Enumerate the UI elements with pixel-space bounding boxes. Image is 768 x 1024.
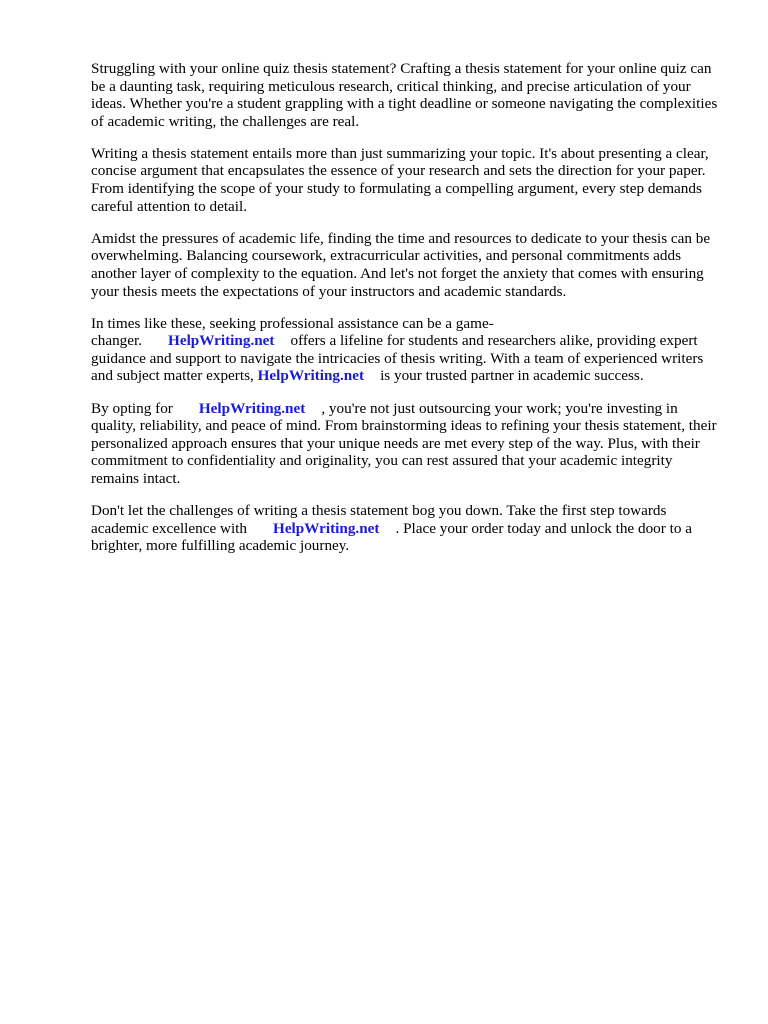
paragraph-assistance-text-c: is your trusted partner in academic success. [380, 367, 644, 385]
paragraph-pressures-text: Amidst the pressures of academic life, finding the time and resources to dedicate to your thesis can be overwhelming. Balancing coursework, extracurricular activities, and personal commitments adds another layer of complexity to the equation. And let's not forget the anxiety that comes with ensuring your thesis meets the expectations of your instructors and academic standards. [91, 229, 711, 300]
helpwriting-link-3[interactable]: HelpWriting.net [198, 399, 306, 417]
paragraph-assistance-text-a: In times like these, seeking professional assistance can be a game-changer. [91, 314, 494, 350]
paragraph-opting [91, 400, 723, 488]
paragraph-assistance [91, 315, 723, 385]
paragraph-intro-text: Struggling with your online quiz thesis statement? Crafting a thesis statement for your online quiz can be a daunting task, requiring meticulous research, critical thinking, and precise articulation of your ideas. Whether you're a student grappling with a tight deadline or someone navigating the complexities of academic writing, the challenges are real. [91, 60, 718, 130]
document-body [91, 60, 723, 569]
paragraph-call-to-action-text-a: Don't let the challenges of writing a thesis statement bog you down. Take the first step towards academic excellence with [91, 501, 667, 537]
paragraph-thesis-definition-text: Writing a thesis statement entails more than just summarizing your topic. It's about presenting a clear, concise argument that encapsulates the essence of your research and sets the direction for your paper. From identifying the scope of your study to formulating a compelling argument, every step demands careful attention to detail. [91, 144, 709, 215]
paragraph-thesis-definition [91, 145, 723, 215]
helpwriting-link-1[interactable]: HelpWriting.net [168, 332, 275, 350]
helpwriting-link-2[interactable]: HelpWriting.net [257, 367, 365, 385]
paragraph-opting-text-b: , you're not just outsourcing your work; you're investing in quality, reliability, and peace of mind. From brainstorming ideas to refining your thesis statement, their personalized approach ensures that your unique needs are met every step of the way. Plus, with their commitment to confidentiality and originality, you can rest assured that your academic integrity remains intact. [91, 399, 717, 487]
paragraph-opting-text-a: By opting for [91, 399, 173, 417]
paragraph-call-to-action-text-b: . Place your order today and unlock the door to a brighter, more fulfilling academic journey. [91, 519, 692, 555]
paragraph-intro [91, 60, 723, 130]
helpwriting-link-4[interactable]: HelpWriting.net [273, 519, 380, 537]
paragraph-call-to-action [91, 502, 723, 555]
paragraph-assistance-text-b: offers a lifeline for students and researchers alike, providing expert guidance and support to navigate the intricacies of thesis writing. With a team of experienced writers and subject matter experts, [91, 332, 704, 385]
paragraph-pressures [91, 230, 723, 300]
